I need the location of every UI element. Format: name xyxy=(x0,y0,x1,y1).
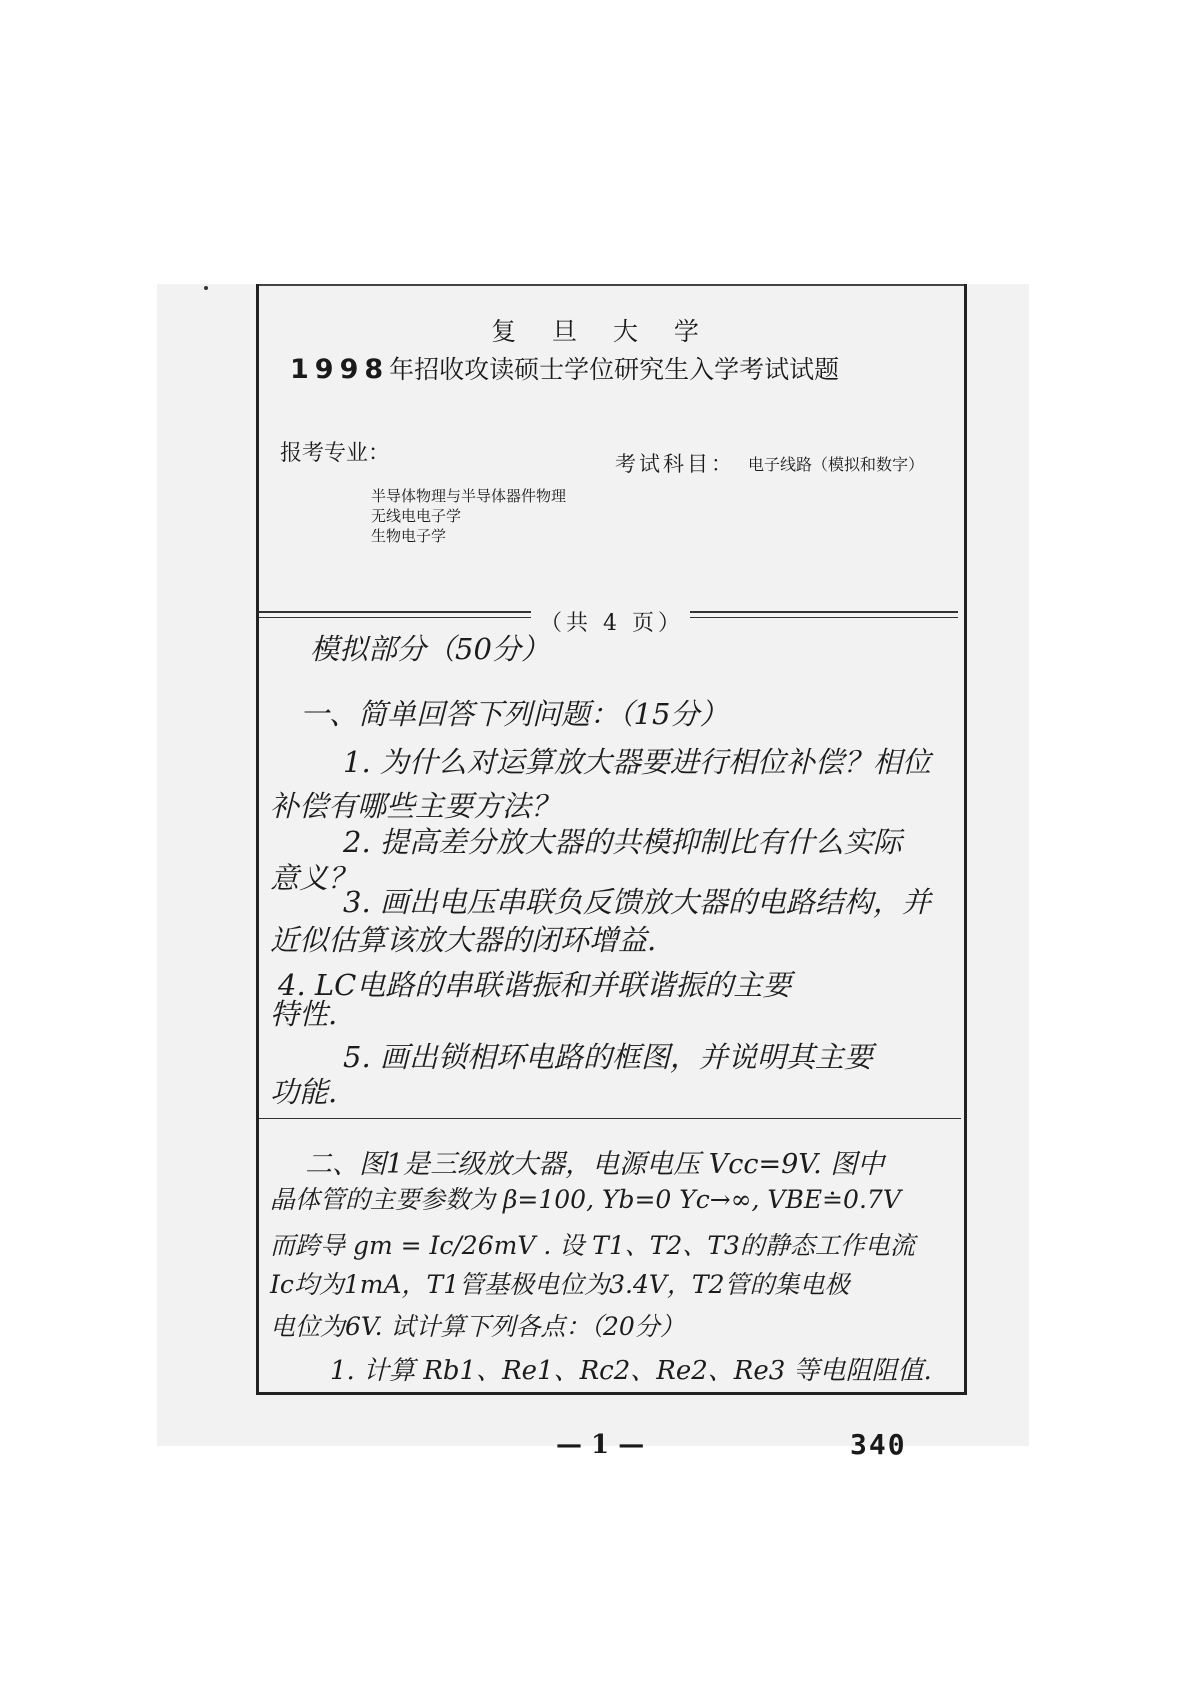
footer-page-label: — 1 — xyxy=(556,1430,645,1460)
section-divider xyxy=(259,1118,961,1119)
subject-value: 电子线路（模拟和数字） xyxy=(748,455,925,474)
exam-year: 1998 xyxy=(290,354,390,385)
major-item: 无线电电子学 xyxy=(371,507,462,525)
majors-list xyxy=(371,486,566,546)
question-2-heading: 二、图1是三级放大器，电源电压 Vcc=9V. 图中 xyxy=(305,1149,885,1180)
question-text-line: 功能. xyxy=(270,1075,338,1109)
major-label: 报考专业： xyxy=(280,441,391,466)
exam-title-text: 年招收攻读硕士学位研究生入学考试试题 xyxy=(389,355,840,384)
major-item: 半导体物理与半导体器件物理 xyxy=(371,487,567,505)
question-text-line: 意义？ xyxy=(270,861,358,895)
page-count-note: （共 4 页） xyxy=(540,611,684,636)
university-name: 复 旦 大 学 xyxy=(491,317,713,346)
question-text-line: 补偿有哪些主要方法？ xyxy=(270,789,561,823)
question-text-line: 而跨导 gm = Ic/26mV . 设 T1、T2、T3的静态工作电流 xyxy=(270,1231,915,1260)
question-text-line: 电位为6V. 试计算下列各点：（20分） xyxy=(270,1312,685,1341)
question-text-line: 3. 画出电压串联负反馈放大器的电路结构，并 xyxy=(343,885,931,919)
section-analog-heading: 模拟部分（50分） xyxy=(310,632,550,666)
question-text-line: 2. 提高差分放大器的共模抑制比有什么实际 xyxy=(343,825,902,859)
separator-left xyxy=(259,611,531,613)
exam-title xyxy=(290,350,839,386)
question-1-heading: 一、简单回答下列问题：（15分） xyxy=(300,697,729,731)
question-text-line: 5. 画出锁相环电路的框图，并说明其主要 xyxy=(343,1040,873,1074)
question-text-line: 1. 计算 Rb1、Re1、Rc2、Re2、Re3 等电阻阻值. xyxy=(330,1356,932,1386)
frame-bottom-rule xyxy=(256,1392,967,1395)
question-text-line: 晶体管的主要参数为 β=100, Yb=0 Yc→∞, VBE≐0.7V xyxy=(270,1185,901,1214)
question-text-line: 近似估算该放大器的闭环增益. xyxy=(270,923,657,957)
footer-page-number: 340 xyxy=(850,1428,907,1461)
separator-left-thin xyxy=(259,617,531,618)
question-text-line: 1. 为什么对运算放大器要进行相位补偿？相位 xyxy=(343,745,931,779)
separator-right xyxy=(690,611,958,613)
separator-right-thin xyxy=(690,617,958,618)
question-text-line: Ic均为1mA，T1管基极电位为3.4V，T2管的集电极 xyxy=(270,1270,850,1299)
question-text-line: 特性. xyxy=(270,997,338,1031)
subject-label: 考试科目： xyxy=(615,452,735,476)
major-item: 生物电子学 xyxy=(371,527,447,545)
scan-speck xyxy=(204,286,208,290)
question-text-line: 4. LC电路的串联谐振和并联谐振的主要 xyxy=(278,968,792,1002)
